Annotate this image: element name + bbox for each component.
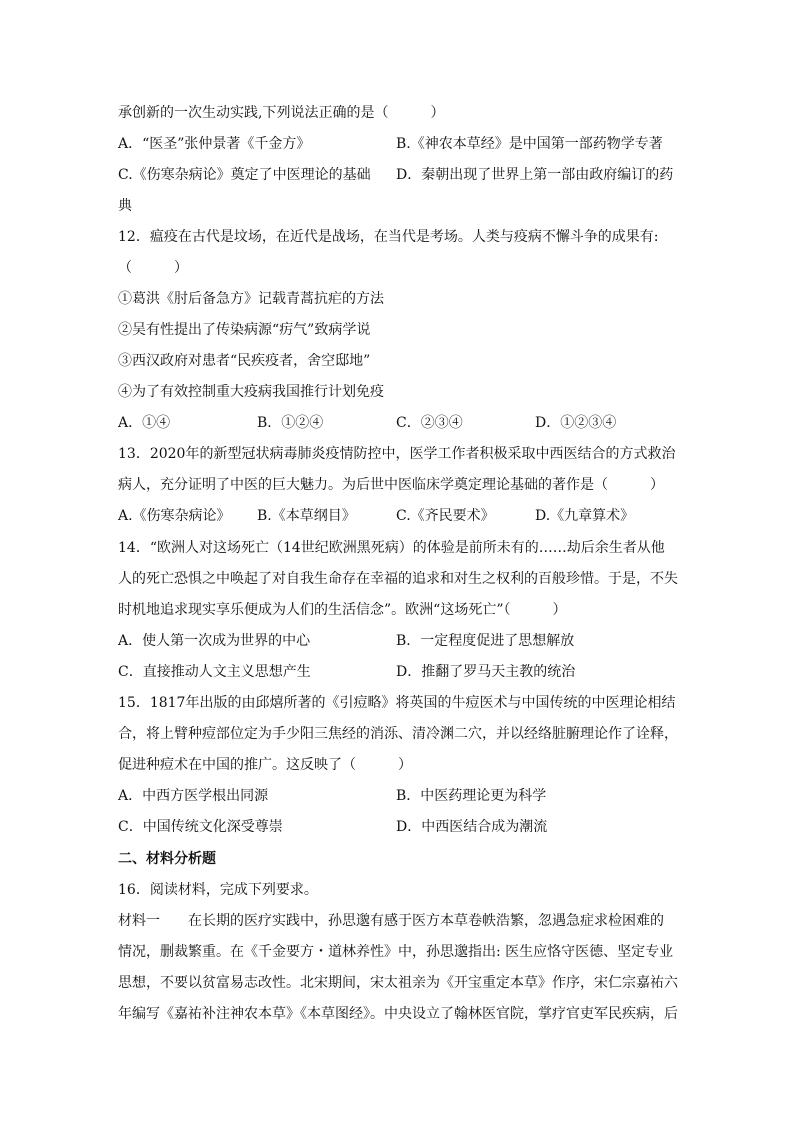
section-title: 二、材料分析题 [118, 851, 216, 867]
q16-material-line4: 年编写《嘉祐补注神农本草》《本草图经》。中央设立了翰林医官院，掌疗官吏军民疾病，后 [118, 1006, 678, 1022]
q14-options-row2 [118, 662, 576, 682]
q12-item-2: ②吴有性提出了传染病源“疠气”致病学说 [118, 322, 371, 338]
q15-option-d: D．中西医结合成为潮流 [396, 819, 548, 835]
q13-option-a: A.《伤寒杂病论》 [118, 508, 231, 524]
q11-options-row2 [118, 165, 674, 185]
q14-stem-line1: 14．“欧洲人对这场死亡（14世纪欧洲黑死病）的体验是前所未有的……劫后余生者从他 [118, 540, 665, 556]
q11-option-c: C.《伤寒杂病论》奠定了中医理论的基础 [118, 167, 371, 183]
q14-option-c: C．直接推动人文主义思想产生 [118, 664, 311, 680]
q14-stem-line3: 时机地追求现实享乐便成为人们的生活信念”。欧洲“这场死亡”（ ） [118, 602, 567, 618]
q15-stem-line2: 合，将上臂种痘部位定为手少阳三焦经的消泺、清冷渊二穴，并以经络脏腑理论作了诠释， [118, 726, 678, 742]
q14-options-row1 [118, 631, 575, 651]
q13-stem-line2: 病人，充分证明了中医的巨大魅力。为后世中医临床学奠定理论基础的著作是（ ） [118, 477, 664, 493]
q13-options [118, 506, 678, 526]
q12-option-d: D．①②③④ [535, 415, 617, 431]
q16-stem: 16．阅读材料，完成下列要求。 [118, 882, 318, 898]
q13-option-d: D.《九章算术》 [535, 508, 635, 524]
q12-options [118, 413, 678, 433]
q11-option-d-cont: 典 [118, 198, 132, 214]
q13-option-c: C.《齐民要术》 [396, 508, 495, 524]
q16-material-line1: 材料一 在长期的医疗实践中，孙思邈有感于医方本草卷帙浩繁，忽遇急症求检困难的 [118, 913, 664, 929]
q11-option-b: B.《神农本草经》是中国第一部药物学专著 [396, 136, 663, 152]
q15-stem-line1: 15．1817年出版的由邱熺所著的《引痘略》将英国的牛痘医术与中国传统的中医理论相结 [118, 695, 676, 711]
q12-option-c: C．②③④ [396, 415, 463, 431]
q12-item-3: ③西汉政府对患者“民疾疫者，舍空邸地” [118, 353, 371, 369]
q15-option-a: A．中西方医学根出同源 [118, 788, 269, 804]
q11-option-a: A．“医圣”张仲景著《千金方》 [118, 136, 311, 152]
q16-material-line3: 思想，不要以贫富易志改性。北宋期间，宋太祖亲为《开宝重定本草》作序，宋仁宗嘉祐六 [118, 975, 678, 991]
q15-stem-line3: 促进种痘术在中国的推广。这反映了（ ） [118, 757, 412, 773]
q11-options-row1 [118, 134, 663, 154]
q15-options-row2 [118, 817, 548, 837]
q12-option-b: B．①②④ [257, 415, 324, 431]
q12-item-4: ④为了有效控制重大疫病我国推行计划免疫 [118, 384, 384, 400]
q12-item-1: ①葛洪《肘后备急方》记载青蒿抗疟的方法 [118, 291, 384, 307]
q12-stem-line1: 12．瘟疫在古代是坟场，在近代是战场，在当代是考场。人类与疫病不懈斗争的成果有: [118, 229, 659, 245]
q12-stem-line2: （ ） [118, 260, 188, 276]
q14-stem-line2: 人的死亡恐惧之中唤起了对自我生命存在幸福的追求和对生之权利的百般珍惜。于是，不失 [118, 571, 678, 587]
q15-options-row1 [118, 786, 547, 806]
q11-option-d: D．秦朝出现了世界上第一部由政府编订的药 [396, 167, 674, 183]
q16-material-line2: 情况，删裁繁重。在《千金要方・道林养性》中，孙思邈指出: 医生应恪守医德、坚定专业 [118, 944, 674, 960]
q14-option-a: A．使人第一次成为世界的中心 [118, 633, 311, 649]
q13-option-b: B.《本草纲目》 [257, 508, 356, 524]
q12-option-a: A．①④ [118, 415, 171, 431]
q11-stem: 承创新的一次生动实践,下列说法正确的是（ ） [118, 105, 445, 121]
q14-option-b: B．一定程度促进了思想解放 [396, 633, 575, 649]
q15-option-c: C．中国传统文化深受尊崇 [118, 819, 283, 835]
q13-stem-line1: 13．2020年的新型冠状病毒肺炎疫情防控中，医学工作者积极采取中西医结合的方式救治 [118, 446, 676, 462]
q14-option-d: D．推翻了罗马天主教的统治 [396, 664, 576, 680]
q15-option-b: B．中医药理论更为科学 [396, 788, 547, 804]
